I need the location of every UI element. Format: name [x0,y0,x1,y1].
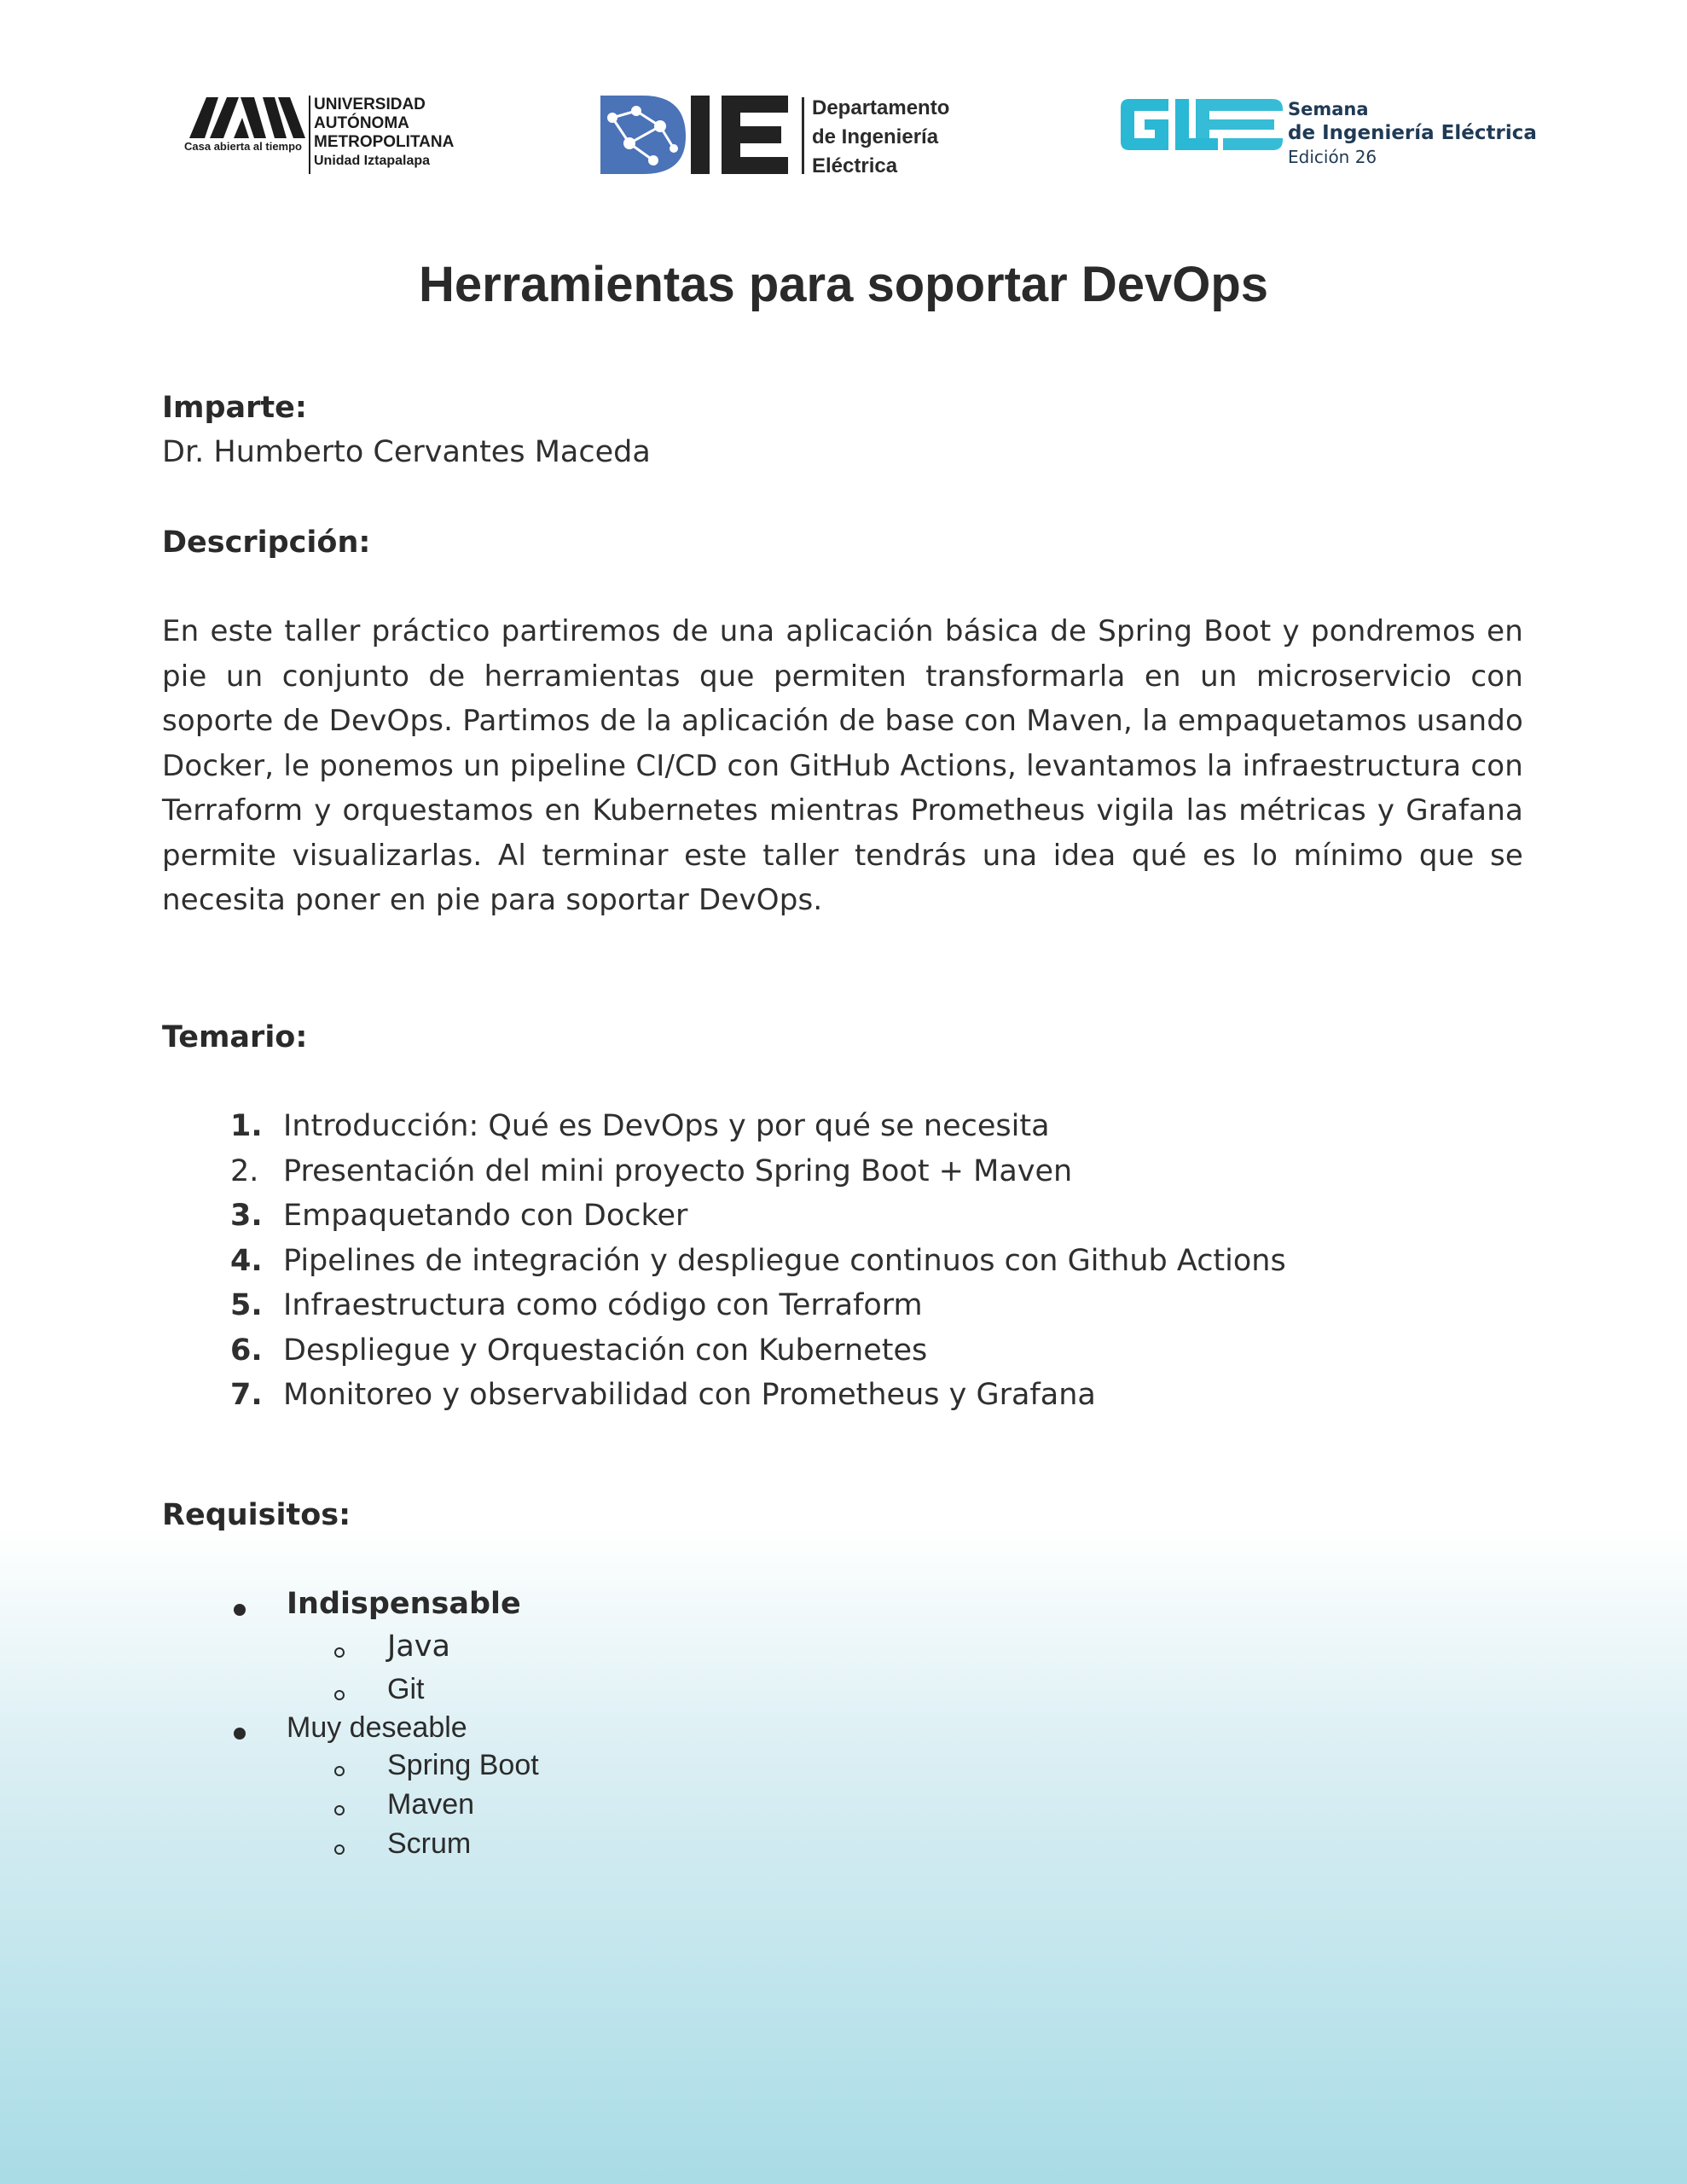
list-item [230,1582,521,1626]
uam-logo [181,92,462,177]
item-text: Monitoreo y observabilidad con Prometheus y Grafana [283,1378,1096,1412]
sie-name [1288,97,1537,169]
deseable-label: Muy deseable [287,1711,467,1744]
uam-name [314,96,454,171]
circle-bullet-icon [334,1766,345,1776]
list-item [334,1626,450,1667]
list-item [230,1283,1286,1328]
uam-motto: Casa abierta al tiempo [184,140,302,153]
requirement-text: Scrum [387,1827,472,1860]
circle-bullet-icon [334,1844,345,1855]
list-item [230,1104,1286,1149]
list-item [230,1328,1286,1374]
requirement-text: Maven [387,1788,475,1821]
requirement-text: Java [387,1629,450,1664]
list-item [334,1745,539,1785]
item-text: Presentación del mini proyecto Spring Boot + Maven [283,1153,1073,1188]
list-item [334,1669,424,1710]
uam-emblem-icon [189,96,317,140]
imparte-section [162,386,1523,474]
sie-logo [1121,96,1547,172]
requirement-text: Spring Boot [387,1749,539,1781]
item-text: Despliegue y Orquestación con Kubernetes [283,1333,928,1368]
list-item [230,1373,1286,1418]
item-number: 3. [230,1199,263,1233]
die-divider [802,97,804,174]
sie-line-1: Semana [1288,99,1369,119]
uam-line-3: METROPOLITANA [314,133,455,151]
list-item [230,1194,1286,1239]
die-line-3: Eléctrica [812,154,898,177]
list-item [334,1785,474,1824]
list-item [230,1239,1286,1284]
requisitos-label: Requisitos: [162,1498,351,1532]
list-item [230,1708,467,1747]
imparte-label: Imparte: [162,391,307,425]
sie-line-2: de Ingeniería Eléctrica [1288,122,1537,144]
uam-divider [309,96,310,174]
item-number: 6. [230,1333,263,1368]
bullet-icon [234,1604,246,1616]
item-number: 2. [230,1153,259,1188]
sie-emblem-icon [1121,99,1283,167]
descripcion-label: Descripción: [162,526,371,560]
temario-label: Temario: [162,1020,308,1054]
item-number: 5. [230,1288,263,1322]
descripcion-text: En este taller práctico partiremos de una aplicación básica de Spring Boot y pondremos en pie un conjunto de herramientas que permiten transformarla en un microservicio con soporte de DevOps. Partimos de la aplicación de base con Maven, la empaquetamos usando Docker, le ponemos un pipeline CI/CD con GitHub Actions, levantamos la infraestructura con Terraform y orquestamos en Kubernetes mientras Prometheus vigila las métricas y Grafana permite visualizarlas. Al terminar este taller tendrás una idea qué es lo mínimo que se necesita poner en pie para soportar DevOps. [162,614,1523,917]
uam-line-1: UNIVERSIDAD [314,96,426,113]
item-number: 4. [230,1243,263,1278]
item-text: Pipelines de integración y despliegue continuos con Github Actions [283,1243,1286,1278]
uam-line-2: AUTÓNOMA [314,114,409,132]
circle-bullet-icon [334,1805,345,1815]
circle-bullet-icon [334,1690,345,1700]
uam-unit: Unidad Iztapalapa [314,154,431,168]
bullet-icon [234,1728,246,1740]
requisitos-section [162,1493,1523,1537]
die-line-2: de Ingeniería [812,125,939,148]
circle-bullet-icon [334,1647,345,1658]
die-logo [600,92,984,177]
temario-list [230,1104,1286,1418]
requirement-text: Git [387,1673,425,1705]
die-emblem-icon [600,92,797,177]
item-text: Empaquetando con Docker [283,1199,688,1233]
item-number: 1. [230,1109,263,1143]
item-number: 7. [230,1378,263,1412]
page-title: Herramientas para soportar DevOps [418,257,1269,312]
instructor-name: Dr. Humberto Cervantes Maceda [162,435,651,469]
die-line-1: Departamento [812,96,950,119]
list-item [334,1824,471,1863]
sie-line-3: Edición 26 [1288,147,1377,167]
descripcion-section [162,520,1523,565]
indispensable-label: Indispensable [287,1587,521,1621]
list-item [230,1149,1286,1194]
die-name [812,94,949,181]
item-text: Infraestructura como código con Terraform [283,1288,923,1322]
temario-section [162,1015,1523,1060]
item-text: Introducción: Qué es DevOps y por qué se necesita [283,1109,1050,1143]
